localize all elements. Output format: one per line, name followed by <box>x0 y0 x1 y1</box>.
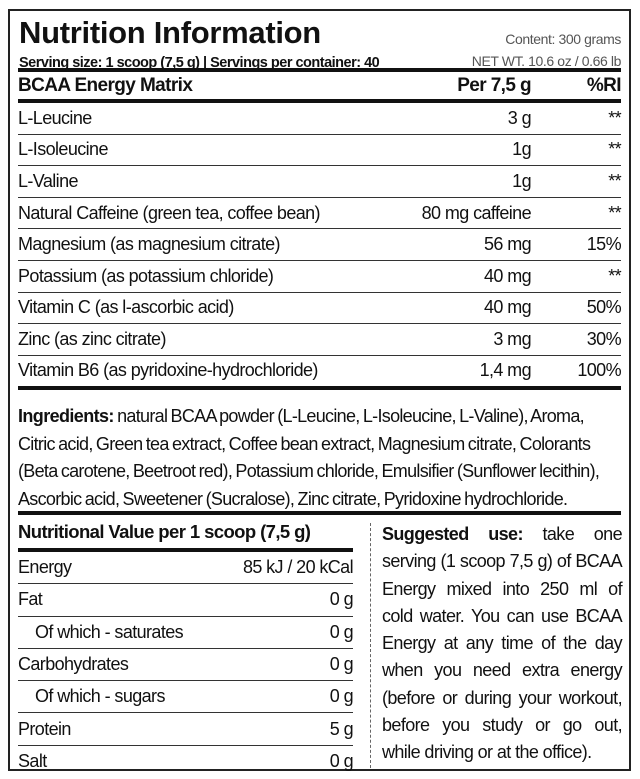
nutritional-value: 0 g <box>329 621 353 642</box>
ingredients-label: Ingredients: <box>18 406 114 426</box>
nutrient-ri: ** <box>608 107 621 128</box>
matrix-row <box>18 135 621 167</box>
matrix-row <box>18 198 621 230</box>
suggested-text: take one serving (1 scoop 7,5 g) of BCAA Energy mixed into 250 ml of cold water. You can use BCAA Energy at any time of the day when you need extra energy (before or during your workout, before you study or go out, while driving or at the office). <box>382 524 622 763</box>
net-weight: NET WT. 10.6 oz / 0.66 lb <box>471 53 621 69</box>
dashed-divider <box>370 523 371 768</box>
nutrient-name: Potassium (as potassium chloride) <box>18 265 274 286</box>
matrix-row <box>18 356 621 390</box>
matrix-row <box>18 324 621 356</box>
nutrient-amount: 1g <box>512 139 531 160</box>
ingredients-text: natural BCAA powder (L-Leucine, L-Isoleucine, L-Valine), Aroma, Citric acid, Green tea extract, Coffee bean extract, Magnesium citrate, Colorants (Beta carotene, Beetroot red), Potassium chloride, Emulsifier (Sunflower lecithin), Ascorbic acid, Sweetener (Sucralose), Zinc citrate, Pyridoxine hydrochloride. <box>18 406 600 509</box>
suggested-use <box>382 521 622 767</box>
nutritional-table <box>18 515 353 778</box>
ri-header: %RI <box>586 74 621 96</box>
nutrient-amount: 56 mg <box>483 234 531 255</box>
nutrient-amount: 80 mg caffeine <box>421 202 531 223</box>
nutritional-name: Of which - sugars <box>35 686 165 707</box>
nutrient-ri: 100% <box>577 360 621 381</box>
matrix-row <box>18 261 621 293</box>
suggested-label: Suggested use: <box>382 524 523 544</box>
nutrient-name: Magnesium (as magnesium citrate) <box>18 234 280 255</box>
nutritional-value: 0 g <box>329 686 353 707</box>
nutritional-value: 85 kJ / 20 kCal <box>242 557 353 578</box>
nutrient-name: L-Leucine <box>18 107 92 128</box>
nutrition-label <box>8 9 631 771</box>
nutritional-row <box>18 552 353 584</box>
nutritional-row <box>18 649 353 681</box>
nutritional-name: Carbohydrates <box>18 654 129 675</box>
nutrient-amount: 40 mg <box>483 297 531 318</box>
nutrient-name: Vitamin C (as l-ascorbic acid) <box>18 297 234 318</box>
ingredients <box>18 403 621 513</box>
matrix-row <box>18 229 621 261</box>
matrix-row <box>18 103 621 135</box>
nutrient-ri: ** <box>608 170 621 191</box>
nutritional-name: Energy <box>18 557 72 578</box>
nutritional-value: 0 g <box>329 654 353 675</box>
label-title: Nutrition Information <box>19 15 321 50</box>
nutritional-value: 0 g <box>329 751 353 772</box>
nutrient-name: L-Isoleucine <box>18 139 108 160</box>
nutritional-row <box>18 617 353 649</box>
nutritional-value: 0 g <box>329 589 353 610</box>
nutritional-name: Of which - saturates <box>35 621 184 642</box>
nutrient-name: Natural Caffeine (green tea, coffee bean) <box>18 202 320 223</box>
nutrient-name: Vitamin B6 (as pyridoxine-hydrochloride) <box>18 360 318 381</box>
nutritional-name: Salt <box>18 751 47 772</box>
nutrient-amount: 1g <box>512 170 531 191</box>
content-weight: Content: 300 grams <box>505 31 621 47</box>
matrix-row <box>18 166 621 198</box>
nutritional-row <box>18 584 353 616</box>
nutritional-row <box>18 713 353 745</box>
serving-size: Serving size: 1 scoop (7,5 g) | Servings per container: 40 <box>19 55 380 71</box>
nutrient-amount: 1,4 mg <box>479 360 531 381</box>
nutrient-amount: 40 mg <box>483 265 531 286</box>
nutrient-amount: 3 g <box>507 107 531 128</box>
nutrient-ri: 30% <box>586 328 621 349</box>
nutrient-ri: 15% <box>586 234 621 255</box>
nutritional-name: Fat <box>18 589 43 610</box>
bottom-section <box>18 511 622 772</box>
per-serving-header: Per 7,5 g <box>457 74 531 96</box>
nutritional-name: Protein <box>18 718 71 739</box>
nutrient-ri: ** <box>608 202 621 223</box>
matrix-row <box>18 293 621 325</box>
nutrient-ri: ** <box>608 265 621 286</box>
nutritional-row <box>18 681 353 713</box>
nutritional-row <box>18 746 353 778</box>
nutrient-name: L-Valine <box>18 170 78 191</box>
nutritional-title: Nutritional Value per 1 scoop (7,5 g) <box>18 515 353 552</box>
nutrient-ri: ** <box>608 139 621 160</box>
matrix-rows <box>18 103 621 390</box>
matrix-header <box>18 68 621 103</box>
nutrient-amount: 3 mg <box>493 328 531 349</box>
nutritional-value: 5 g <box>329 718 353 739</box>
nutrient-name: Zinc (as zinc citrate) <box>18 328 166 349</box>
nutrient-ri: 50% <box>586 297 621 318</box>
content-info <box>472 28 621 72</box>
matrix-name: BCAA Energy Matrix <box>18 74 193 96</box>
